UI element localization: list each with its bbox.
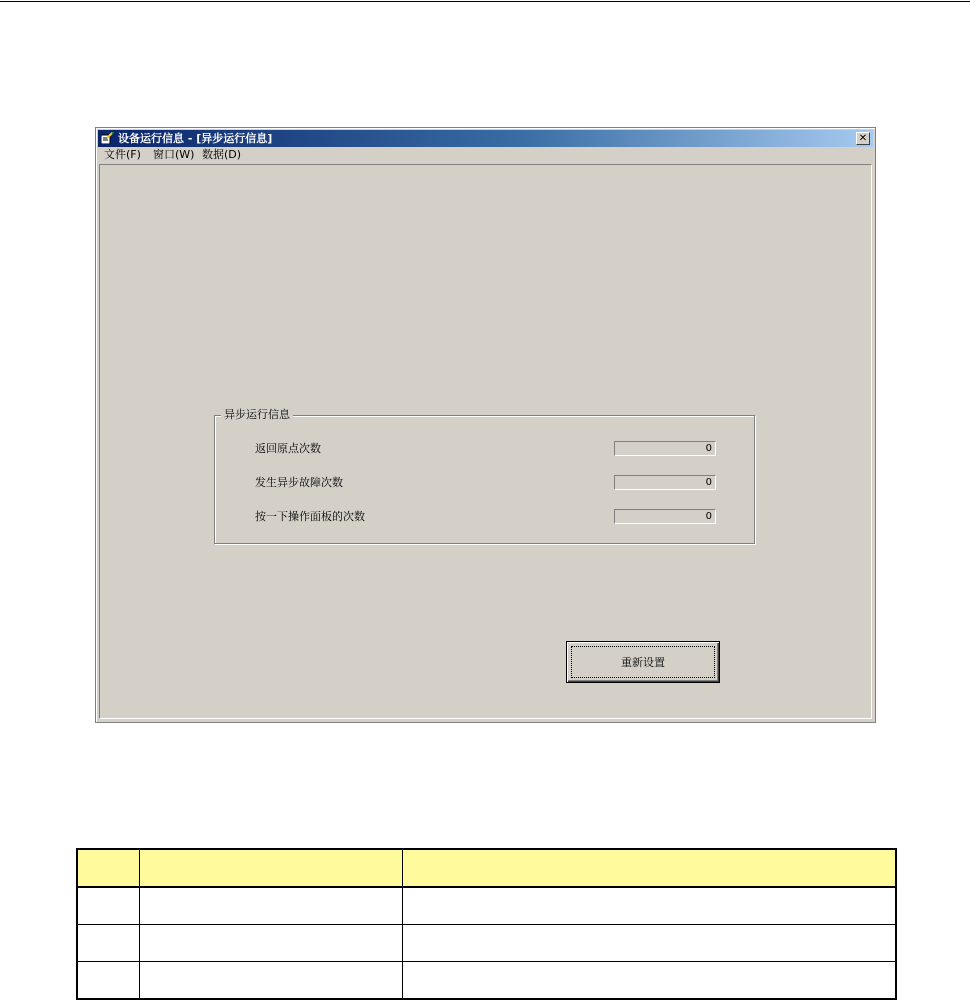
table-cell bbox=[139, 962, 402, 1000]
title-bar[interactable] bbox=[98, 130, 873, 147]
groupbox-title: 异步运行信息 bbox=[221, 408, 293, 422]
table-header-cell bbox=[139, 849, 402, 887]
async-info-groupbox bbox=[214, 408, 755, 544]
menu-data[interactable]: 数据(D) bbox=[202, 148, 242, 161]
table-cell bbox=[402, 925, 896, 962]
description-table bbox=[76, 848, 897, 1000]
table-cell bbox=[402, 887, 896, 925]
async-fault-count-field: 0 bbox=[614, 475, 716, 490]
reset-button[interactable] bbox=[566, 641, 720, 683]
return-origin-count-field: 0 bbox=[614, 441, 716, 456]
menu-window[interactable]: 窗口(W) bbox=[153, 148, 195, 161]
table-header-cell bbox=[402, 849, 896, 887]
table-cell bbox=[139, 925, 402, 962]
table-header-cell bbox=[77, 849, 139, 887]
return-origin-count-label: 返回原点次数 bbox=[255, 442, 321, 455]
close-icon[interactable]: ✕ bbox=[856, 132, 870, 145]
page-top-rule bbox=[0, 1, 970, 2]
table-cell bbox=[77, 962, 139, 1000]
panel-press-count-field: 0 bbox=[614, 509, 716, 524]
menu-file[interactable]: 文件(F) bbox=[104, 148, 141, 161]
table-cell bbox=[77, 925, 139, 962]
reset-button-label: 重新设置 bbox=[571, 646, 715, 678]
table-cell bbox=[77, 887, 139, 925]
async-fault-count-label: 发生异步故障次数 bbox=[255, 476, 343, 489]
table-row bbox=[77, 887, 896, 925]
table-row bbox=[77, 925, 896, 962]
table-header-row bbox=[77, 849, 896, 887]
table-cell bbox=[402, 962, 896, 1000]
table-cell bbox=[139, 887, 402, 925]
window-title: 设备运行信息 - [异步运行信息] bbox=[118, 132, 273, 145]
client-area bbox=[99, 164, 872, 719]
pencil-notepad-icon bbox=[101, 132, 114, 144]
panel-press-count-label: 按一下操作面板的次数 bbox=[255, 510, 365, 523]
menu-bar bbox=[98, 147, 873, 163]
device-info-window bbox=[95, 127, 876, 723]
table-row bbox=[77, 962, 896, 1000]
